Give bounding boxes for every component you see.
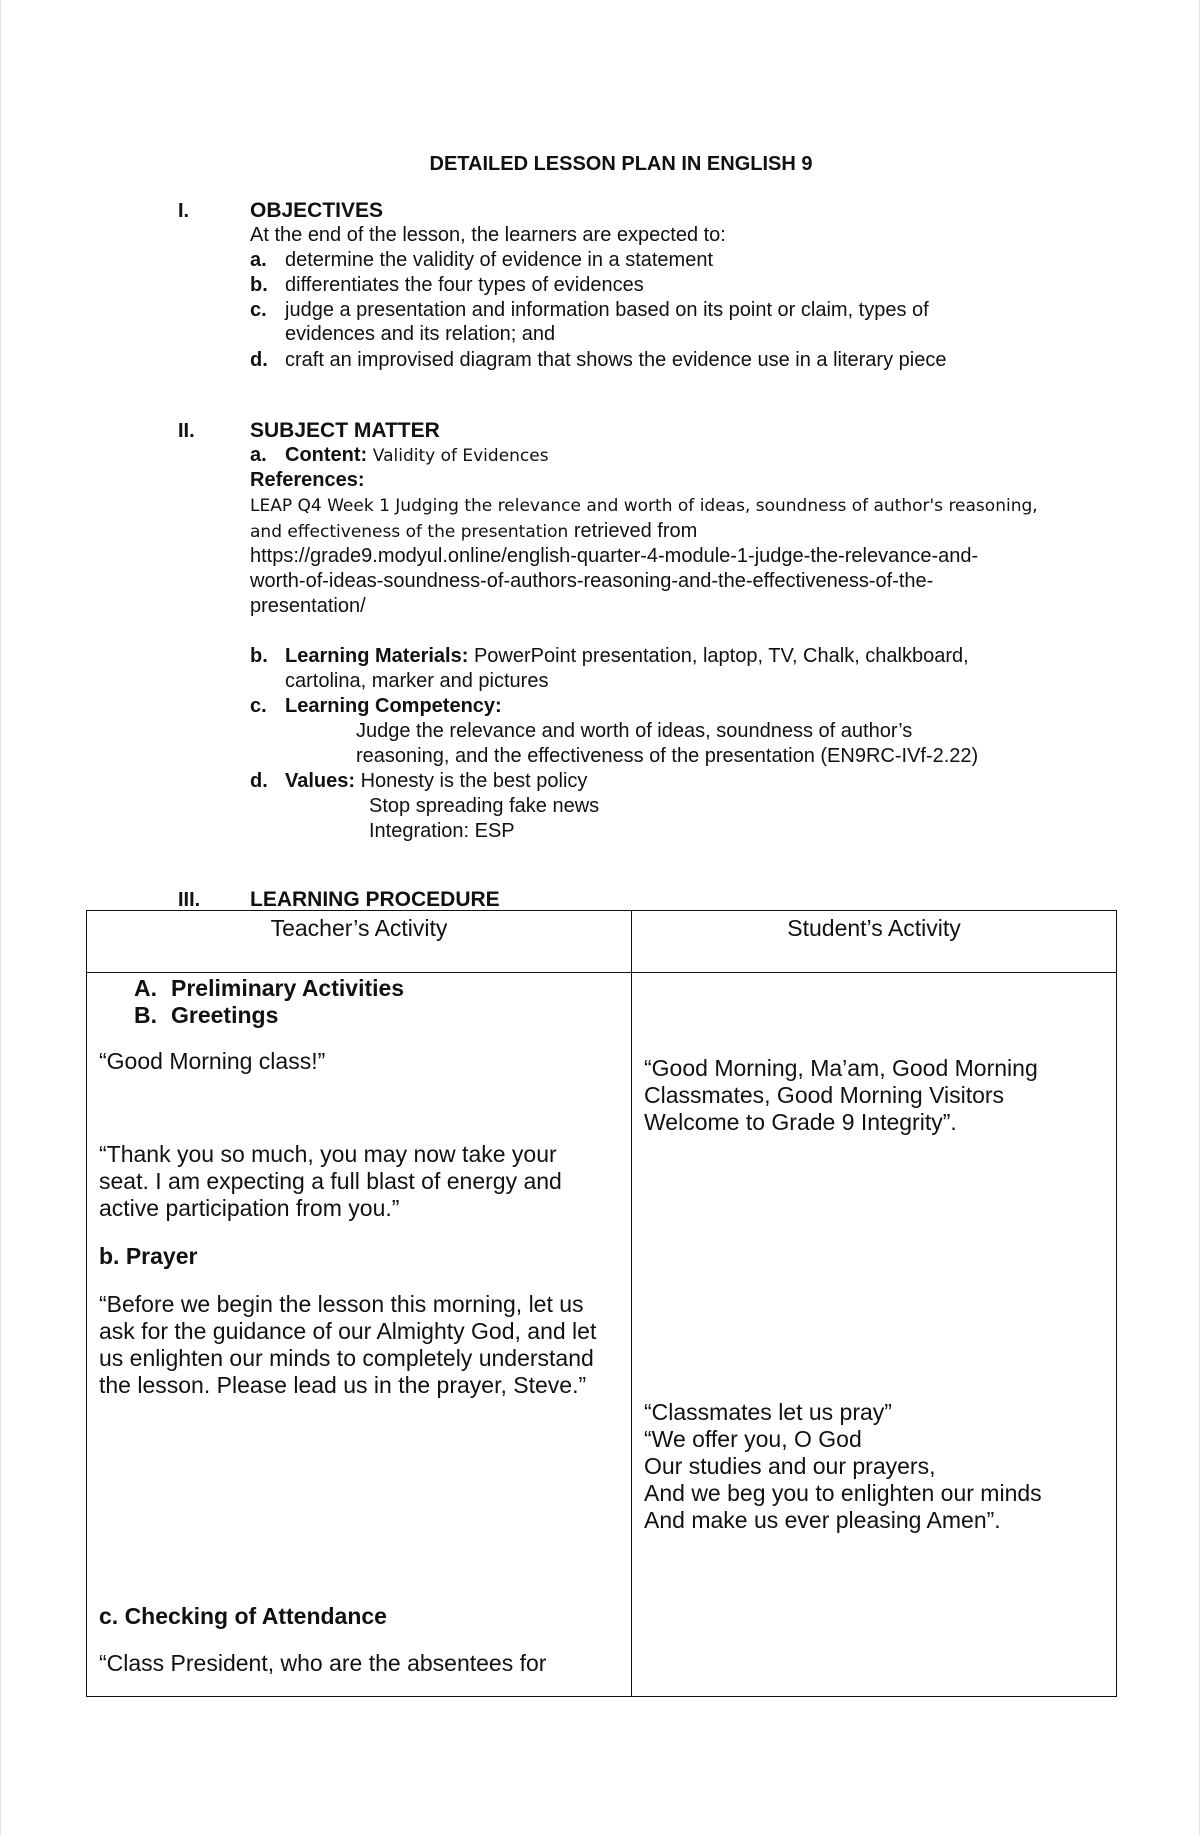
- competency-line-2: reasoning, and the effectiveness of the presentation (EN9RC-IVf-2.22): [356, 745, 979, 767]
- student-prayer-line-5: And make us ever pleasing Amen”.: [644, 1507, 1001, 1533]
- objective-d-text: craft an improvised diagram that shows the evidence use in a literary piece: [285, 349, 947, 371]
- objective-letter-b: b.: [250, 274, 268, 296]
- procedure-heading: LEARNING PROCEDURE: [250, 888, 500, 911]
- references-label: References:: [250, 469, 365, 491]
- teacher-thanks-line-1: “Thank you so much, you may now take your: [99, 1141, 557, 1167]
- objective-a-text: determine the validity of evidence in a statement: [285, 249, 714, 271]
- content-value: Validity of Evidences: [372, 446, 549, 466]
- student-greeting-line-3: Welcome to Grade 9 Integrity”.: [644, 1109, 957, 1135]
- student-greeting-line-2: Classmates, Good Morning Visitors: [644, 1082, 1005, 1108]
- section-number-objectives: I.: [178, 200, 190, 222]
- reference-line-2-retrieved: retrieved from: [573, 520, 698, 542]
- teacher-attendance-line-1: “Class President, who are the absentees for: [99, 1650, 547, 1676]
- objectives-heading: OBJECTIVES: [250, 199, 384, 222]
- reference-line-1: LEAP Q4 Week 1 Judging the relevance and worth of ideas, soundness of author's reasoning,: [250, 496, 1038, 516]
- content-letter: a.: [250, 444, 267, 466]
- teacher-activity-header: Teacher’s Activity: [87, 911, 632, 973]
- values-label: Values:: [285, 770, 356, 792]
- reference-url-2: worth-of-ideas-soundness-of-authors-reasoning-and-the-effectiveness-of-the-: [250, 570, 934, 592]
- subject-matter-heading: SUBJECT MATTER: [250, 419, 440, 442]
- objective-c-continuation: evidences and its relation; and: [285, 323, 556, 345]
- teacher-activity-cell: [87, 973, 632, 1697]
- attendance-heading: c. Checking of Attendance: [99, 1603, 387, 1629]
- values-letter: d.: [250, 770, 268, 792]
- teacher-prayer-line-1: “Before we begin the lesson this morning, let us: [99, 1291, 584, 1317]
- reference-url-1: https://grade9.modyul.online/english-quarter-4-module-1-judge-the-relevance-and-: [250, 545, 979, 567]
- teacher-prayer-line-2: ask for the guidance of our Almighty God, and let: [99, 1318, 597, 1344]
- values-line-2: Stop spreading fake news: [369, 795, 600, 817]
- teacher-prayer-line-4: the lesson. Please lead us in the prayer, Steve.”: [99, 1372, 587, 1398]
- reference-line-2-title: and effectiveness of the presentation: [250, 522, 569, 542]
- reference-url-3: presentation/: [250, 595, 366, 617]
- competency-line-1: Judge the relevance and worth of ideas, soundness of author’s: [356, 720, 913, 742]
- objective-c-text: judge a presentation and information based on its point or claim, types of: [285, 299, 929, 321]
- student-activity-cell: [632, 973, 1117, 1697]
- page-title: DETAILED LESSON PLAN IN ENGLISH 9: [429, 153, 813, 175]
- materials-line: [285, 644, 969, 669]
- objective-letter-d: d.: [250, 349, 268, 371]
- student-prayer-line-1: “Classmates let us pray”: [644, 1399, 892, 1425]
- materials-value: PowerPoint presentation, laptop, TV, Chalk, chalkboard,: [473, 645, 969, 667]
- values-line: [285, 769, 587, 794]
- objectives-intro: At the end of the lesson, the learners are expected to:: [250, 224, 726, 246]
- student-activity-header: Student’s Activity: [632, 911, 1117, 973]
- section-number-procedure: III.: [178, 889, 201, 911]
- item-letter-a: A.: [134, 975, 157, 1001]
- materials-continuation: cartolina, marker and pictures: [285, 670, 549, 692]
- student-prayer-line-2: “We offer you, O God: [644, 1426, 862, 1452]
- teacher-thanks-line-3: active participation from you.”: [99, 1195, 400, 1221]
- content-line: [285, 443, 549, 469]
- competency-letter: c.: [250, 695, 267, 717]
- item-letter-b: B.: [134, 1002, 157, 1028]
- materials-letter: b.: [250, 645, 268, 667]
- competency-label: Learning Competency:: [285, 695, 502, 717]
- objective-b-text: differentiates the four types of evidences: [285, 274, 644, 296]
- teacher-greeting: “Good Morning class!”: [99, 1048, 326, 1074]
- objective-letter-a: a.: [250, 249, 267, 271]
- content-label: Content:: [285, 444, 368, 466]
- teacher-prayer-line-3: us enlighten our minds to completely understand: [99, 1345, 594, 1371]
- greetings-label: Greetings: [171, 1002, 279, 1028]
- student-prayer-line-4: And we beg you to enlighten our minds: [644, 1480, 1042, 1506]
- reference-line-2: [250, 519, 697, 545]
- prayer-heading: b. Prayer: [99, 1243, 198, 1269]
- section-number-subject-matter: II.: [178, 420, 195, 442]
- learning-procedure-table: [86, 910, 1117, 1697]
- student-greeting-line-1: “Good Morning, Ma’am, Good Morning: [644, 1055, 1038, 1081]
- materials-label: Learning Materials:: [285, 645, 469, 667]
- student-prayer-line-3: Our studies and our prayers,: [644, 1453, 936, 1479]
- preliminary-activities-label: Preliminary Activities: [171, 975, 405, 1001]
- objective-letter-c: c.: [250, 299, 267, 321]
- values-line-1: Honesty is the best policy: [360, 770, 588, 792]
- values-line-3: Integration: ESP: [369, 820, 515, 842]
- teacher-thanks-line-2: seat. I am expecting a full blast of energy and: [99, 1168, 562, 1194]
